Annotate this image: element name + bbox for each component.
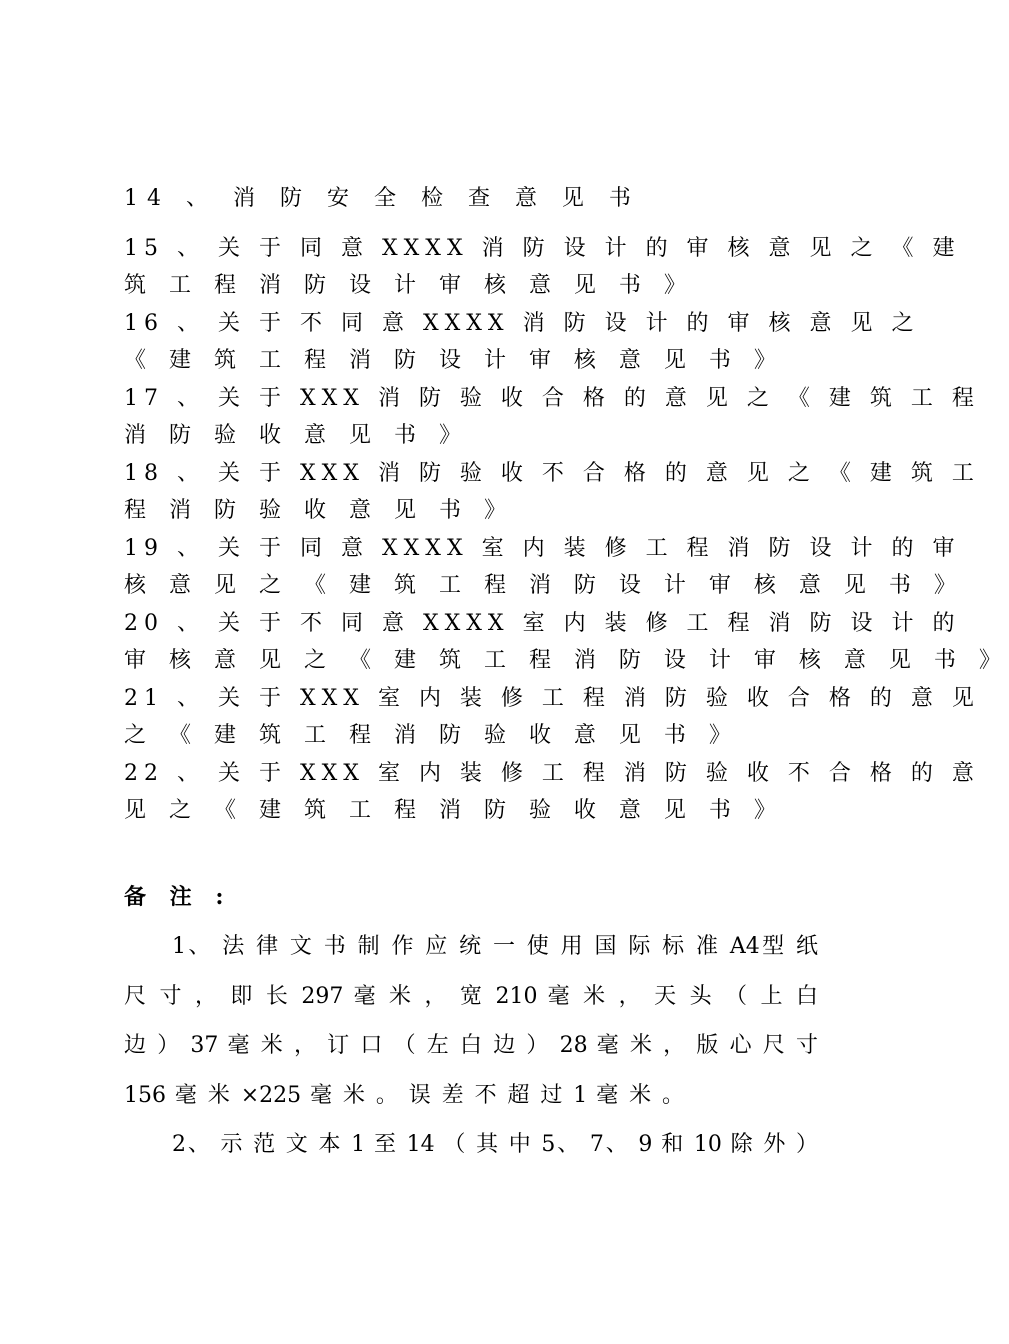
list-item-16-line-1: 16 、 关 于 不 同 意 XXXX 消 防 设 计 的 审 核 意 见 之 — [124, 311, 920, 336]
list-item-14-line-1: 14 、 消 防 安 全 检 查 意 见 书 — [124, 186, 640, 211]
list-item-20-line-2: 审 核 意 见 之 《 建 筑 工 程 消 防 设 计 审 核 意 见 书 》 — [124, 648, 1009, 673]
list-item-21-line-2: 之 《 建 筑 工 程 消 防 验 收 意 见 书 》 — [124, 723, 739, 748]
list-item-19-line-1: 19 、 关 于 同 意 XXXX 室 内 装 修 工 程 消 防 设 计 的 审 — [124, 536, 961, 561]
list-item-17-line-2: 消 防 验 收 意 见 书 》 — [124, 423, 469, 448]
list-item-16-line-2: 《 建 筑 工 程 消 防 设 计 审 核 意 见 书 》 — [124, 348, 784, 373]
list-item-18-line-1: 18 、 关 于 XXX 消 防 验 收 不 合 格 的 意 见 之 《 建 筑 工 — [124, 461, 980, 486]
list-item-21-line-1: 21 、 关 于 XXX 室 内 装 修 工 程 消 防 验 收 合 格 的 意 见 — [124, 686, 980, 711]
list-item-18-line-2: 程 消 防 验 收 意 见 书 》 — [124, 498, 514, 523]
list-item-20-line-1: 20 、 关 于 不 同 意 XXXX 室 内 装 修 工 程 消 防 设 计 的 — [124, 611, 961, 636]
list-item-15-line-1: 15 、 关 于 同 意 XXXX 消 防 设 计 的 审 核 意 见 之 《 建 — [124, 236, 961, 261]
list-item-15-line-2: 筑 工 程 消 防 设 计 审 核 意 见 书 》 — [124, 273, 694, 298]
list-item-19-line-2: 核 意 见 之 《 建 筑 工 程 消 防 设 计 审 核 意 见 书 》 — [124, 573, 964, 598]
list-item-22-line-2: 见 之 《 建 筑 工 程 消 防 验 收 意 见 书 》 — [124, 798, 784, 823]
note-line-4: 156 毫 米 ×225 毫 米 。 误 差 不 超 过 1 毫 米 。 — [124, 1083, 684, 1108]
note-line-3: 边 ） 37 毫 米 ， 订 口 （ 左 白 边 ） 28 毫 米 ， 版 心 尺 寸 — [124, 1033, 818, 1058]
note-line-2: 尺 寸 ， 即 长 297 毫 米 ， 宽 210 毫 米 ， 天 头 （ 上 白 — [124, 984, 818, 1009]
list-item-22-line-1: 22 、 关 于 XXX 室 内 装 修 工 程 消 防 验 收 不 合 格 的 意 — [124, 761, 980, 786]
note-line-1: 1、 法 律 文 书 制 作 应 统 一 使 用 国 际 标 准 A4型 纸 — [172, 934, 818, 959]
note-line-5: 2、 示 范 文 本 1 至 14 （ 其 中 5、 7、 9 和 10 除 外 ） — [172, 1132, 818, 1157]
notes-title: 备 注 : — [124, 884, 232, 910]
list-item-17-line-1: 17 、 关 于 XXX 消 防 验 收 合 格 的 意 见 之 《 建 筑 工 程 — [124, 386, 980, 411]
